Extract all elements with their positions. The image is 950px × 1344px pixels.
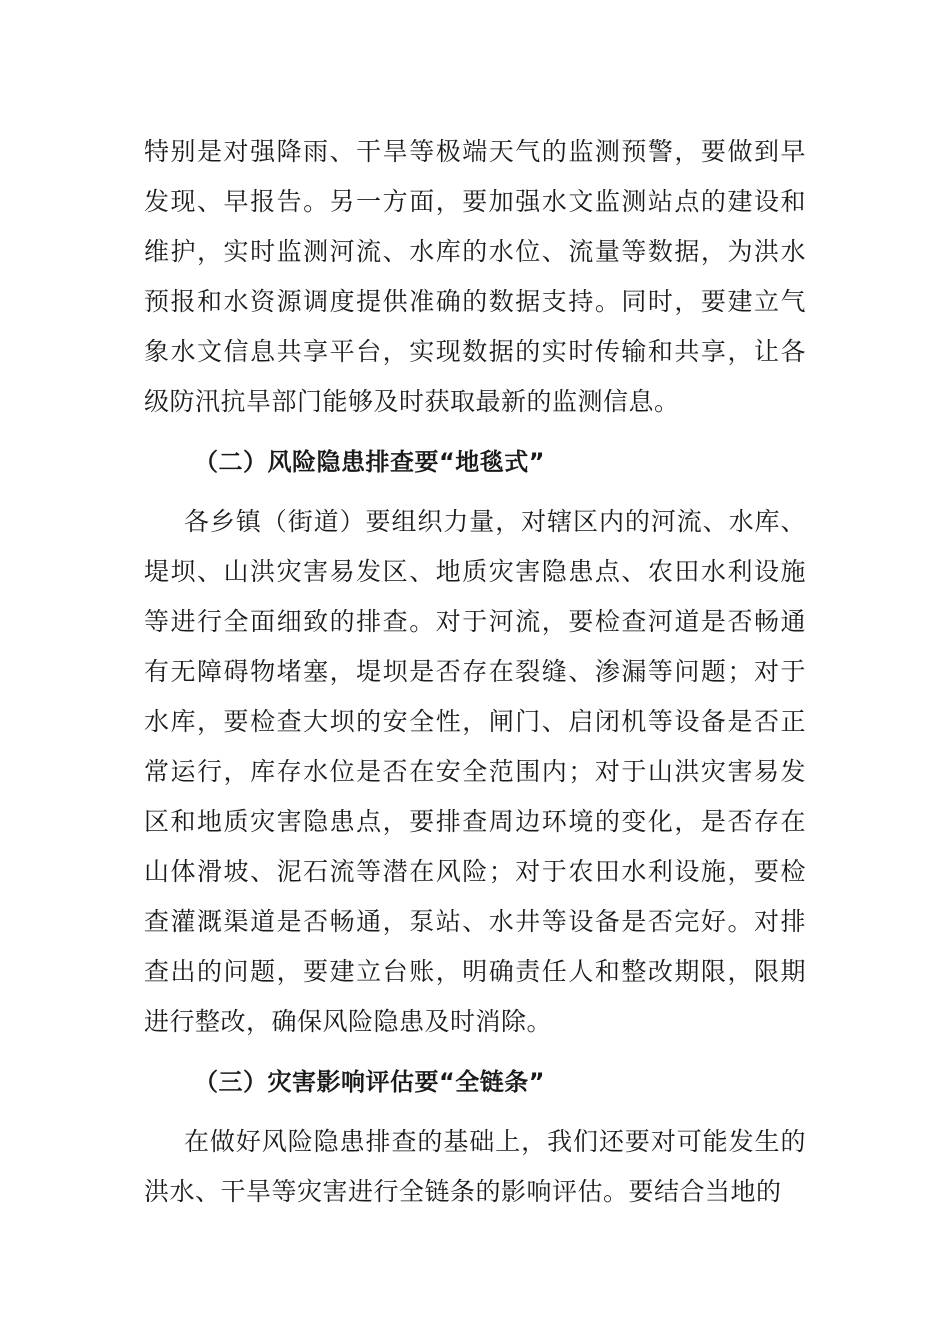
paragraph-gap xyxy=(144,427,806,437)
paragraph-gap xyxy=(144,1047,806,1057)
section-heading-impact-assessment: （三）灾害影响评估要“全链条” xyxy=(194,1068,546,1096)
document-body xyxy=(144,127,806,1217)
paragraph-gap xyxy=(144,487,806,497)
paragraph-risk-check: 各乡镇（街道）要组织力量，对辖区内的河流、水库、堤坝、山洪灾害易发区、地质灾害隐患点、农田水利设施等进行全面细致的排查。对于河流，要检查河道是否畅通有无障碍物堵塞，堤坝是否存在裂缝、渗漏等问题；对于水库，要检查大坝的安全性，闸门、启闭机等设备是否正常运行，库存水位是否在安全范围内；对于山洪灾害易发区和地质灾害隐患点，要排查周边环境的变化，是否存在山体滑坡、泥石流等潜在风险；对于农田水利设施，要检查灌溉渠道是否畅通，泵站、水井等设备是否完好。对排查出的问题，要建立台账，明确责任人和整改期限，限期进行整改，确保风险隐患及时消除。 xyxy=(144,507,806,1036)
section-heading-risk-check: （二）风险隐患排查要“地毯式” xyxy=(194,448,546,476)
paragraph-gap xyxy=(144,1107,806,1117)
paragraph-monitoring: 特别是对强降雨、干旱等极端天气的监测预警，要做到早发现、早报告。另一方面，要加强水文监测站点的建设和维护，实时监测河流、水库的水位、流量等数据，为洪水预报和水资源调度提供准确的数据支持。同时，要建立气象水文信息共享平台，实现数据的实时传输和共享，让各级防汛抗旱部门能够及时获取最新的监测信息。 xyxy=(144,137,806,416)
paragraph-impact-assessment: 在做好风险隐患排查的基础上，我们还要对可能发生的洪水、干旱等灾害进行全链条的影响评估。要结合当地的 xyxy=(144,1127,806,1206)
